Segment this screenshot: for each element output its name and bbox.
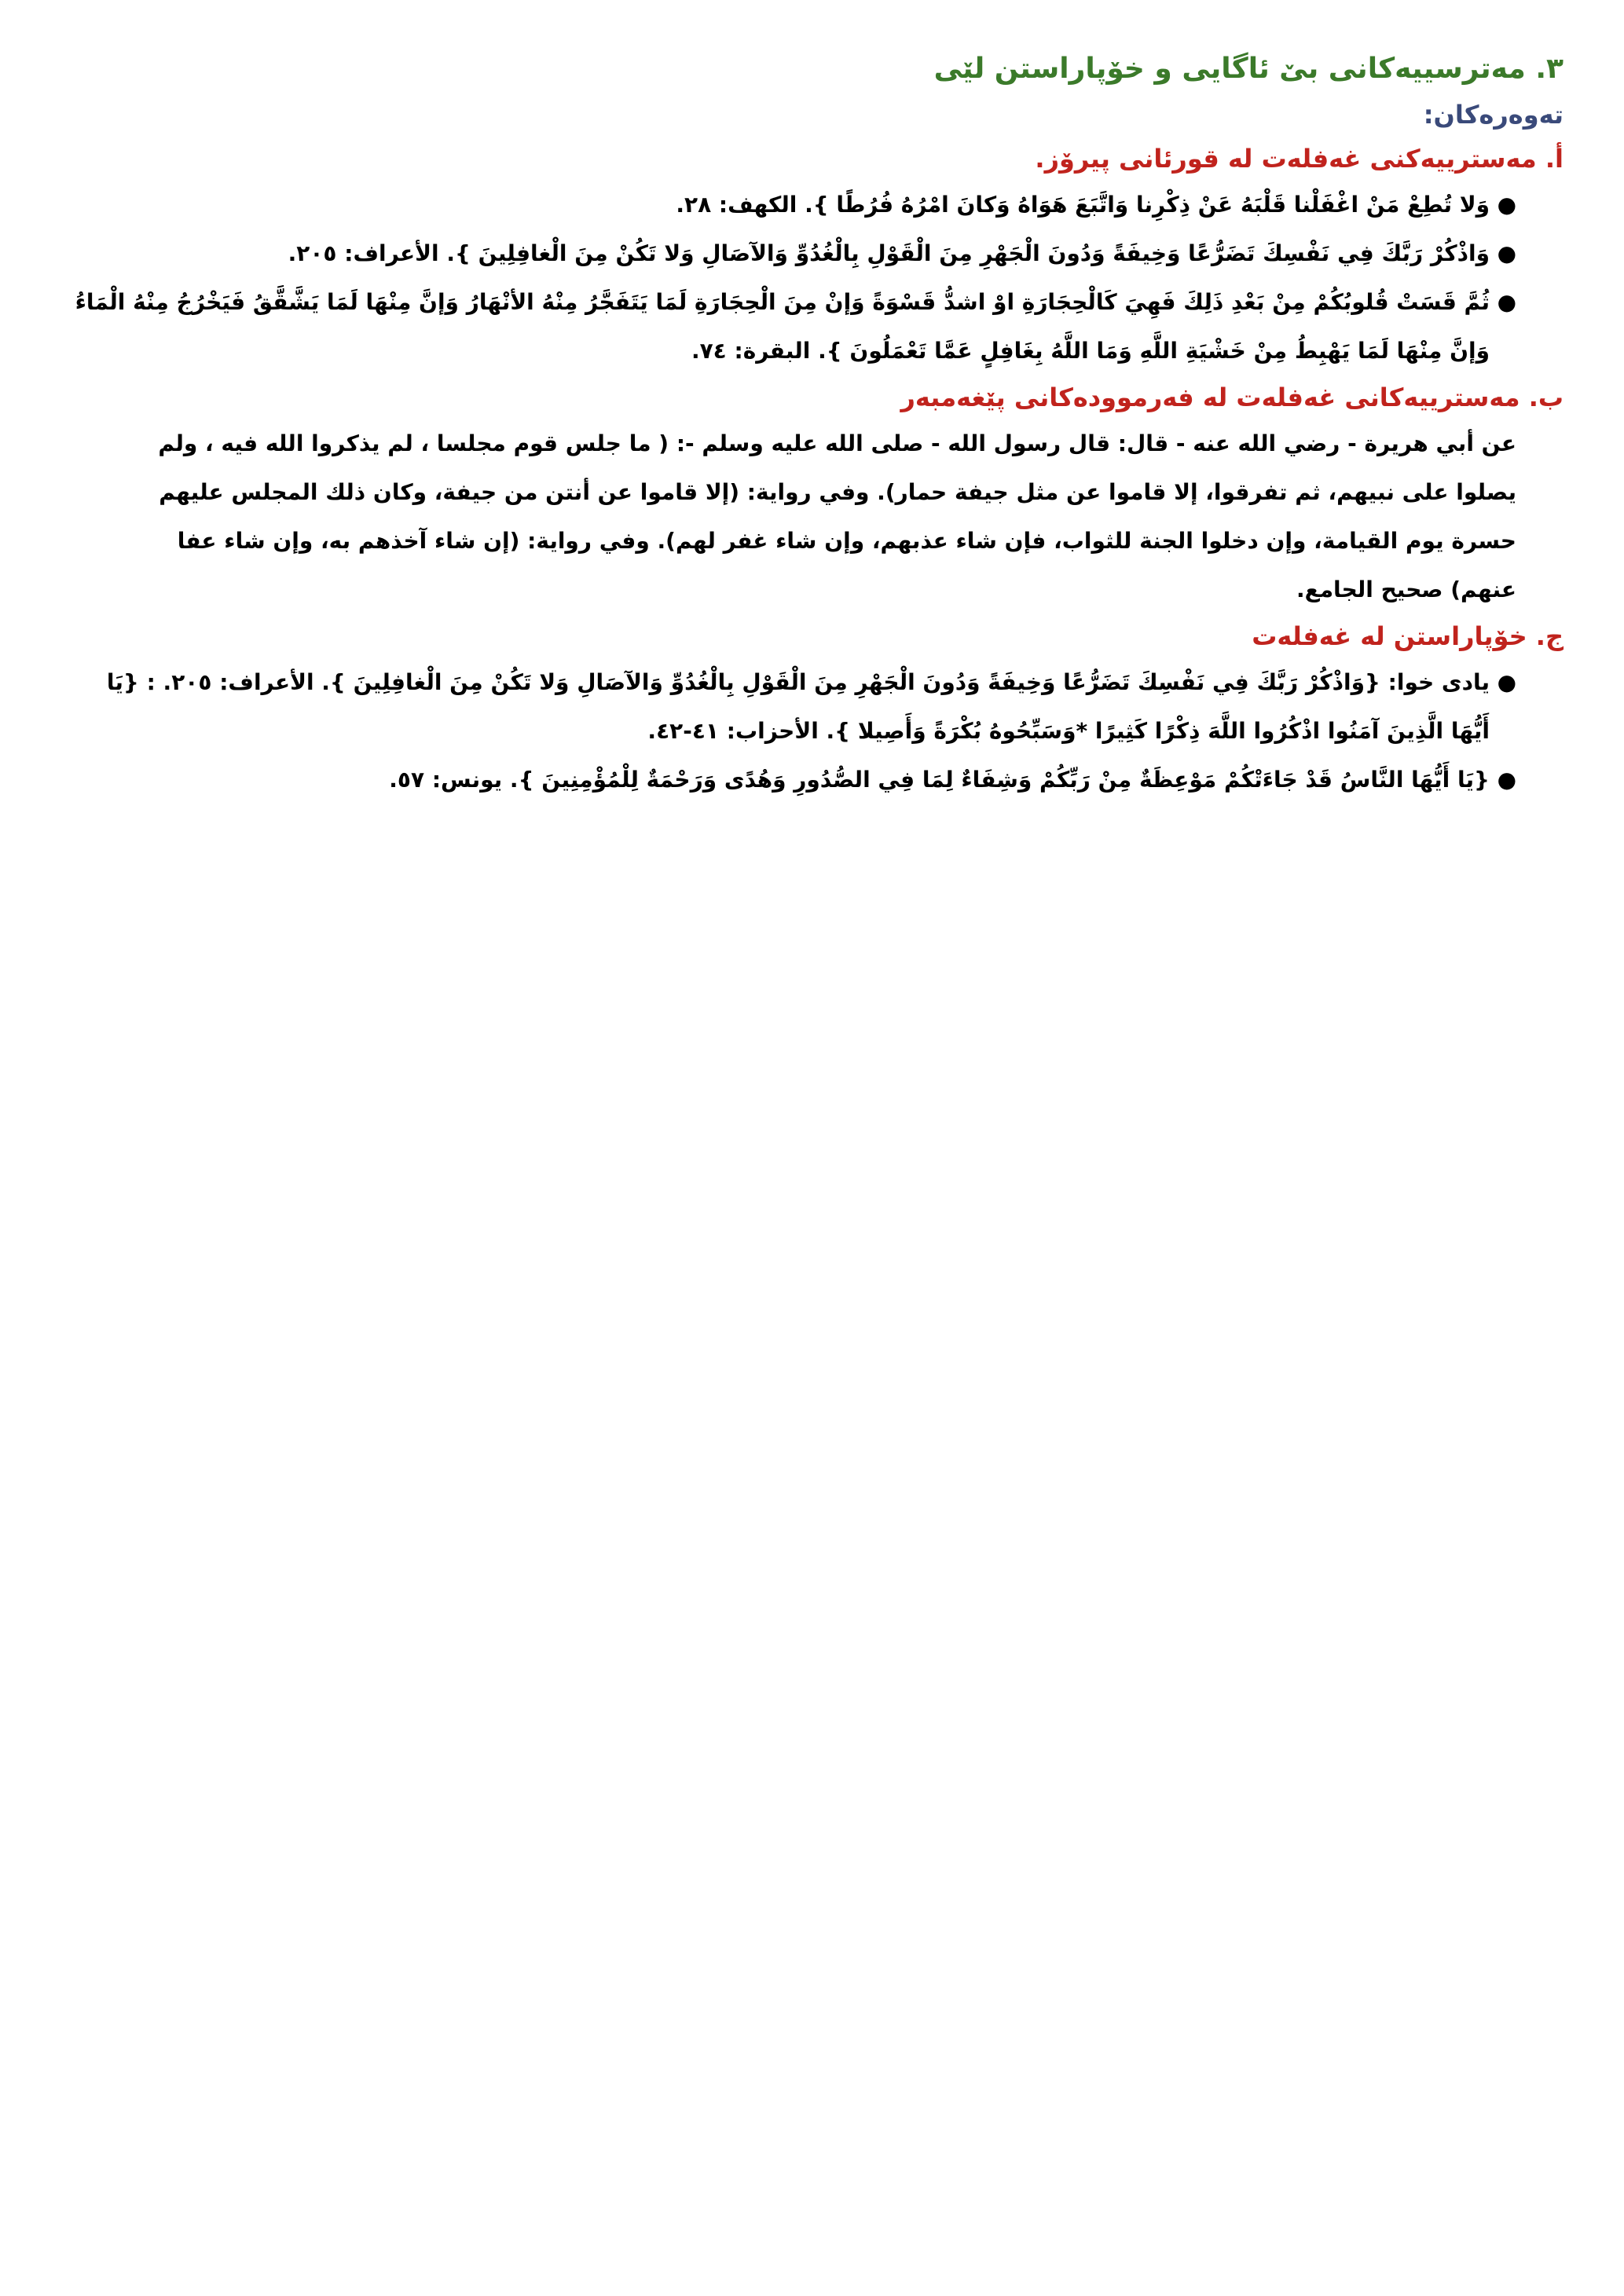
list-item (71, 278, 1516, 375)
hadith-line: عن أبي هريرة - رضي الله عنه - قال: قال رسول الله - صلى الله عليه وسلم -: ( ما جلس قوم مجلسا ، لم يذكروا الله فيه ، ولم (158, 430, 1516, 456)
bullet-icon: ● (1497, 240, 1516, 266)
hadith-line: يصلوا على نبيهم، ثم تفرقوا، إلا قاموا عن مثل جيفة حمار). وفي رواية: (إلا قاموا عن أنتن من جيفة، وكان ذلك المجلس عليهم (159, 479, 1516, 505)
section-c-list (71, 658, 1564, 804)
section-a-heading: أ. مەسترییەکنی غەفلەت لە قورئانی پیرۆز. (1035, 144, 1564, 174)
section-b-heading: ب. مەسترییەکانی غەفلەت لە فەرموودەکانی پێغەمبەر (900, 383, 1564, 412)
list-item (71, 658, 1516, 756)
hadith-line: عنهم) صحيح الجامع. (1296, 577, 1516, 602)
section-a-list (71, 181, 1564, 375)
bullet-icon: ● (1497, 289, 1516, 315)
quran-verse: ثُمَّ قَسَتْ قُلوبُكُمْ مِنْ بَعْدِ ذَلِكَ فَهِيَ كَالْحِجَارَةِ اوْ اشدُّ قَسْوَةً وَإنْ مِنَ الْحِجَارَةِ لَمَا يَتَفَجَّرُ مِنْهُ الأنْهَارُ وَإنَّ مِنْهَا لَمَا يَشَّقَّقُ فَيَخْرُجُ مِنْهُ الْمَاءُ وَإنَّ مِنْهَا لَمَا يَهْبِطُ مِنْ خَشْيَةِ اللَّهِ وَمَا اللَّهُ بِغَافِلٍ عَمَّا تَعْمَلُونَ }. البقرة: ٧٤. (75, 289, 1490, 364)
list-item (71, 229, 1516, 278)
list-item (71, 181, 1516, 229)
quran-verse: وَاذْكُرْ رَبَّكَ فِي نَفْسِكَ تَضَرُّعًا وَخِيفَةً وَدُونَ الْجَهْرِ مِنَ الْقَوْلِ بِالْغُدُوِّ وَالآصَالِ وَلا تَكُنْ مِنَ الْغافِلِينَ }. الأعراف: ٢٠٥. (288, 240, 1490, 266)
bullet-icon: ● (1497, 669, 1516, 695)
document-title: ٣. مەترسییەکانی بێ ئاگایی و خۆپاراستن لێی (933, 53, 1564, 85)
bullet-icon: ● (1497, 767, 1516, 793)
document-page (71, 46, 1564, 804)
topics-subtitle: تەوەرەکان: (1423, 100, 1564, 130)
hadith-line: حسرة يوم القيامة، وإن دخلوا الجنة للثواب، فإن شاء عذبهم، وإن شاء غفر لهم). وفي رواية: (إن شاء آخذهم به، وإن شاء عفا (177, 528, 1516, 554)
bullet-icon: ● (1497, 192, 1516, 218)
section-c-heading: ج. خۆپاراستن لە غەفلەت (1252, 621, 1564, 651)
list-item (71, 756, 1516, 804)
hadith-paragraph (149, 419, 1564, 614)
quran-verse: وَلا تُطِعْ مَنْ اغْفَلْنا قَلْبَهُ عَنْ ذِكْرِنا وَاتَّبَعَ هَوَاهُ وَكانَ امْرُهُ فُرُطًا }. الكهف: ٢٨. (676, 192, 1490, 218)
quran-verse: یادی خوا: {وَاذْكُرْ رَبَّكَ فِي نَفْسِكَ تَضَرُّعًا وَخِيفَةً وَدُونَ الْجَهْرِ مِنَ الْقَوْلِ بِالْغُدُوِّ وَالآصَالِ وَلا تَكُنْ مِنَ الْغافِلِينَ }. الأعراف: ٢٠٥. : {يَا أَيُّهَا الَّذِينَ آمَنُوا اذْكُرُوا اللَّهَ ذِكْرًا كَثِيرًا *وَسَبِّحُوهُ بُكْرَةً وَأَصِيلا }. الأحزاب: ٤١-٤٢. (106, 669, 1490, 744)
quran-verse: {يَا أَيُّهَا النَّاسُ قَدْ جَاءَتْكُمْ مَوْعِظَةٌ مِنْ رَبِّكُمْ وَشِفَاءٌ لِمَا فِي الصُّدُورِ وَهُدًى وَرَحْمَةٌ لِلْمُؤْمِنِينَ }. يونس: ٥٧. (389, 767, 1490, 793)
